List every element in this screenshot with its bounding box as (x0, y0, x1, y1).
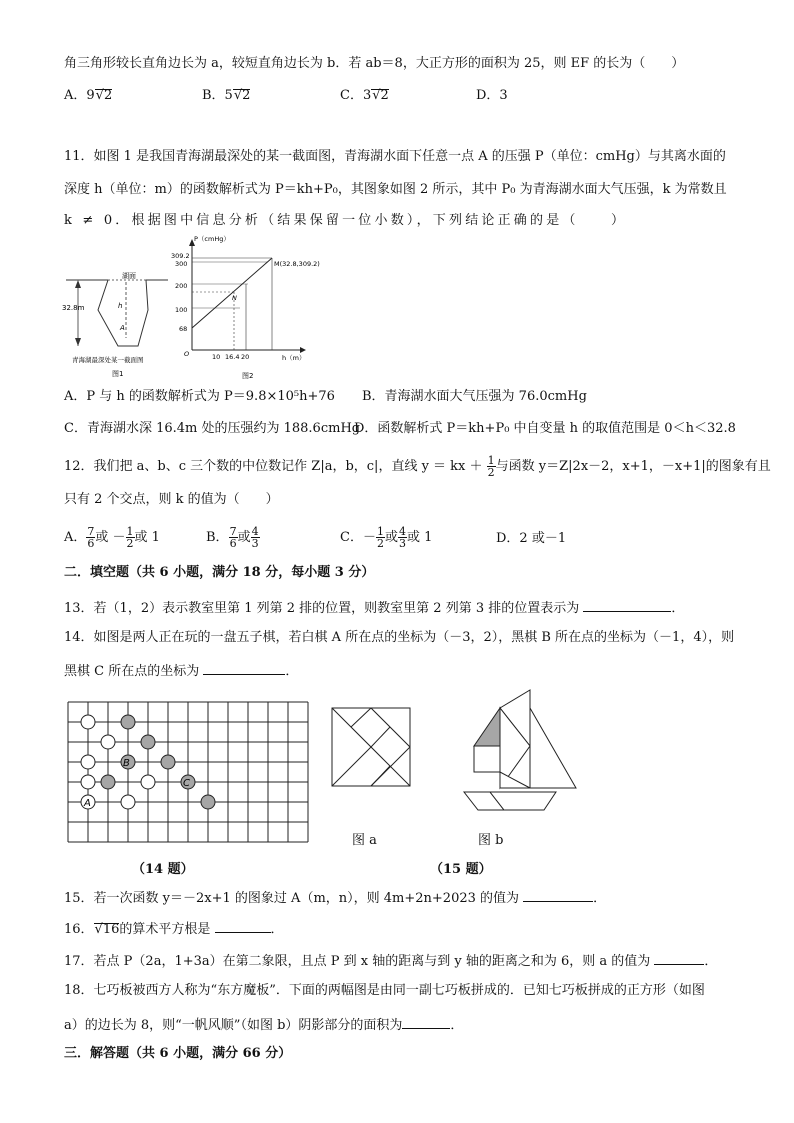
q18-line1: 18．七巧板被西方人称为“东方魔板”．下面的两幅图是由同一副七巧板拼成的．已知七巧板拼成的正方形（如图 (64, 983, 705, 998)
section3-heading: 三．解答题（共 6 小题，满分 66 分） (64, 1046, 292, 1061)
fig1-surface-label: 湖面 (122, 272, 136, 280)
fig14-caption: （14 题） (132, 862, 194, 877)
black-stone (141, 735, 155, 749)
q12-b-pre: B． (206, 530, 229, 545)
q12-b-frac1-den: 6 (229, 537, 237, 550)
q12-option-c (340, 526, 432, 549)
white-stone (81, 715, 95, 729)
fig1-caption: 青海湖最深处某一截面图 (72, 356, 144, 364)
q14-line2-text: 黑棋 C 所在点的坐标为 (64, 664, 200, 679)
q12-c-frac1 (376, 526, 385, 549)
q15-text: 15．若一次函数 y＝－2x+1 的图象过 A（m，n），则 4m+2n+2023 的值为 (64, 891, 520, 906)
fig2-xtick-0: 10 (212, 353, 221, 361)
q11-line2: 深度 h（单位：m）的函数解析式为 P＝kh+P₀，其图象如图 2 所示，其中 P₀ 为青海湖水面大气压强，k 为常数且 (64, 182, 727, 197)
q17-answer-blank[interactable] (654, 950, 704, 965)
q17: 17．若点 P（2a，1+3a）在第二象限，且点 P 到 x 轴的距离与到 y 轴的距离之和为 6，则 a 的值为 ． (64, 950, 717, 971)
fig2-M-label: M(32.8,309.2) (274, 260, 320, 268)
fig15a-label: 图 a (352, 833, 377, 848)
sail-small-triangle (500, 772, 530, 788)
q13-answer-blank[interactable] (583, 597, 671, 612)
q12-frac-den: 2 (487, 466, 495, 479)
depth-arrow-up (75, 280, 81, 288)
q10-sqrt-a-val: 2 (103, 88, 113, 103)
fig2-xlabel: h（m） (282, 354, 306, 362)
q12-a-frac2-num: 1 (126, 525, 134, 538)
q10-option-a (64, 87, 112, 105)
q11-option-c: C．青海湖水深 16.4m 处的压强约为 188.6cmHg (64, 421, 361, 436)
q12-c-frac1-den: 2 (376, 537, 384, 550)
q18-line2: a）的边长为 8，则“一帆风顺”（如图 b）阴影部分的面积为 ． (64, 1014, 463, 1035)
q12-a-mid: 或 － (95, 530, 126, 545)
fig2-ytick-0: 309.2 (171, 252, 190, 260)
q12-b-frac1-num: 7 (229, 525, 237, 538)
q12-a-post: 或 1 (134, 530, 160, 545)
fig14-label-B: B (123, 758, 130, 769)
q10-sqrt-b: √2 (233, 88, 251, 103)
q12-c-frac2-den: 3 (398, 537, 406, 550)
q11-option-b: B．青海湖水面大气压强为 76.0cmHg (362, 389, 587, 404)
fig14-grid (68, 702, 308, 842)
q12-c-frac1-num: 1 (376, 525, 384, 538)
q12-line1 (64, 455, 771, 478)
q12-frac-num: 1 (487, 454, 495, 467)
white-stone (101, 735, 115, 749)
tangram-cut (371, 727, 390, 747)
fig2-origin: O (184, 350, 190, 358)
lake-profile (98, 280, 148, 346)
q12-a-pre: A． (64, 530, 87, 545)
q16-sqrt: √16 (94, 922, 120, 937)
q14-answer-blank[interactable] (203, 660, 285, 675)
q12-a-frac2 (126, 526, 135, 549)
q12-line2: 只有 2 个交点，则 k 的值为（ ） (64, 492, 279, 507)
q12-b-frac2-num: 4 (251, 525, 259, 538)
q12-b-frac1 (229, 526, 238, 549)
q12-b-mid: 或 (237, 530, 251, 545)
q10-option-a-label: A．9 (64, 88, 95, 103)
depth-arrow-down (75, 338, 81, 346)
fig15a-tangram (330, 706, 412, 828)
fig2-xtick-2: 20 (241, 353, 250, 361)
q12-line1-part2: 与函数 y＝Z|2x－2，x+1，－x+1|的图象有且 (495, 459, 771, 474)
q16-number: 16． (64, 922, 94, 937)
q12-c-frac2 (398, 526, 407, 549)
q10-sqrt-c-val: 2 (380, 88, 389, 103)
q10-sqrt-c: √2 (372, 88, 389, 103)
fig15b-sailboat (460, 688, 580, 816)
q10-option-b (202, 87, 250, 105)
q13-text: 13．若（1，2）表示教室里第 1 列第 2 排的位置，则教室里第 2 列第 3 排的位置表示为 (64, 601, 580, 616)
q12-c-frac2-num: 4 (398, 525, 406, 538)
q12-option-b (206, 526, 260, 549)
q12-a-frac1-num: 7 (87, 525, 95, 538)
black-stone (121, 715, 135, 729)
sail-big-triangle (530, 708, 576, 788)
q12-c-pre: C．－ (340, 530, 376, 545)
fig1-depth-label: 32.8m (62, 304, 85, 312)
q12-a-frac2-den: 2 (126, 537, 134, 550)
fig2-ytick-2: 200 (175, 282, 188, 290)
q18-line2-text: a）的边长为 8，则“一帆风顺”（如图 b）阴影部分的面积为 (64, 1018, 403, 1033)
fig2-xtick-1: 16.4 (225, 353, 240, 361)
q12-c-post: 或 1 (406, 530, 433, 545)
q17-text: 17．若点 P（2a，1+3a）在第二象限，且点 P 到 x 轴的距离与到 y 轴的距离之和为 6，则 a 的值为 (64, 954, 651, 969)
shaded-triangle (474, 708, 500, 746)
q10-sqrt-a: √2 (95, 88, 113, 103)
q18-answer-blank[interactable] (402, 1014, 450, 1029)
tangram-cut (351, 708, 371, 727)
fig14-label-A: A (84, 798, 91, 809)
fig2-graph-line (192, 258, 272, 328)
fig2-ytick-4: 68 (179, 325, 188, 333)
fig1-A-label: A (120, 324, 125, 332)
q15: 15．若一次函数 y＝－2x+1 的图象过 A（m，n），则 4m+2n+2023 的值为 ． (64, 887, 606, 908)
q10-option-b-label: B．5 (202, 88, 233, 103)
q10-option-d: D．3 (476, 88, 508, 103)
q10-sqrt-b-val: 2 (242, 88, 251, 103)
q10-option-c-label: C．3 (340, 88, 372, 103)
q16-answer-blank[interactable] (215, 918, 271, 933)
q12-line1-part1: 12．我们把 a、b、c 三个数的中位数记作 Z|a，b，c|，直线 y ＝ kx ＋ (64, 459, 483, 474)
q13: 13．若（1，2）表示教室里第 1 列第 2 排的位置，则教室里第 2 列第 3 排的位置表示为 ． (64, 597, 684, 618)
fig2-grid (192, 262, 268, 308)
q14-line1: 14．如图是两人正在玩的一盘五子棋，若白棋 A 所在点的坐标为（－3，2），黑棋 B 所在点的坐标为（－1，4），则 (64, 630, 735, 645)
white-stone (81, 755, 95, 769)
q11-line3: k ≠ 0．根据图中信息分析（结果保留一位小数），下列结论正确的是（ ） (64, 213, 628, 228)
q12-b-frac2 (251, 526, 260, 549)
sail-square (474, 746, 500, 772)
fig2-ytick-1: 300 (175, 260, 188, 268)
black-stone (201, 795, 215, 809)
fig1-h-label: h (118, 302, 123, 310)
q11-figure1 (62, 272, 172, 382)
tangram-cut (371, 766, 390, 786)
q16: 16．√16的算术平方根是 ． (64, 918, 284, 939)
black-stone (161, 755, 175, 769)
q12-a-frac1-den: 6 (87, 537, 95, 550)
fig2-x-arrow (300, 347, 306, 353)
fig2-label: 图2 (242, 372, 254, 380)
q12-option-a (64, 526, 160, 549)
fig15b-label: 图 b (478, 833, 504, 848)
fig14-board (66, 700, 312, 846)
white-stone (121, 795, 135, 809)
q11-figure2 (168, 232, 328, 382)
q12-option-d: D．2 或－1 (496, 531, 567, 546)
q11-option-d: D．函数解析式 P＝kh+P₀ 中自变量 h 的取值范围是 0＜h＜32.8 (354, 421, 736, 436)
q16-text: 的算术平方根是 (119, 922, 211, 937)
q12-b-frac2-den: 3 (251, 537, 259, 550)
section2-heading: 二．填空题（共 6 小题，满分 18 分，每小题 3 分） (64, 565, 375, 580)
q15-answer-blank[interactable] (523, 887, 593, 902)
tangram-cut (332, 747, 371, 786)
fig2-N-label: N (232, 294, 237, 302)
q10-text: 角三角形较长直角边长为 a，较短直角边长为 b．若 ab＝8，大正方形的面积为 25，则 EF 的长为（ ） (64, 56, 685, 71)
black-stone (101, 775, 115, 789)
q16-radicand: 16 (102, 922, 120, 937)
q14-line2: 黑棋 C 所在点的坐标为 ． (64, 660, 298, 681)
fig2-ylabel: P（cmHg） (194, 235, 230, 243)
fig2-ytick-3: 100 (175, 306, 188, 314)
q12-c-mid: 或 (384, 530, 398, 545)
q10-option-c (340, 87, 389, 105)
q12-frac-half (487, 455, 496, 478)
q11-option-a: A．P 与 h 的函数解析式为 P＝9.8×10⁵h+76 (64, 389, 335, 404)
white-stone (81, 775, 95, 789)
white-stone (141, 775, 155, 789)
fig14-label-C: C (183, 778, 190, 789)
q11-line1: 11．如图 1 是我国青海湖最深处的某一截面图，青海湖水面下任意一点 A 的压强 P（单位：cmHg）与其离水面的 (64, 149, 726, 164)
fig15-caption: （15 题） (430, 862, 492, 877)
fig1-label: 图1 (112, 370, 124, 378)
